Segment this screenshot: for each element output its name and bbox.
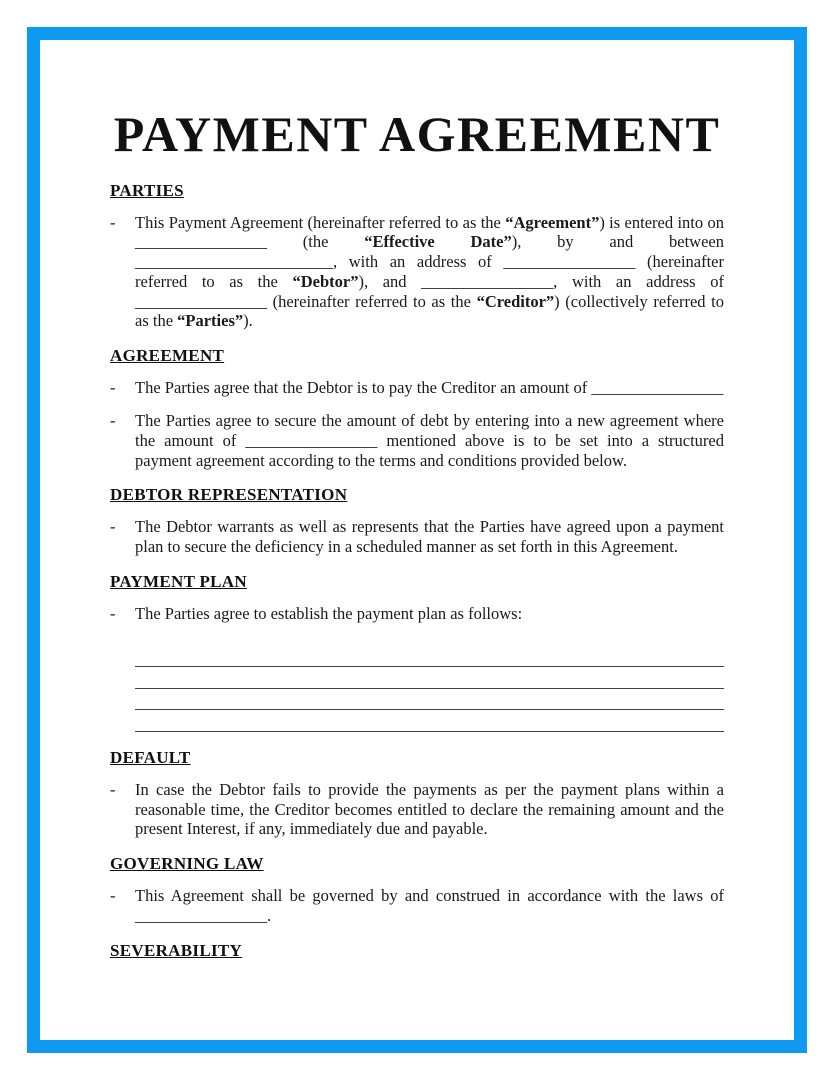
list-item xyxy=(110,517,724,557)
document-title: PAYMENT AGREEMENT xyxy=(113,106,721,162)
section-heading-severability: SEVERABILITY xyxy=(110,940,243,960)
bullet-dash: - xyxy=(110,779,116,799)
list-item xyxy=(110,411,724,470)
list-item xyxy=(110,378,724,398)
list-item xyxy=(110,604,724,624)
blank-write-line xyxy=(135,689,724,711)
section-default xyxy=(110,748,724,839)
document-page xyxy=(27,27,807,1053)
list-item-text: In case the Debtor fails to provide the payments as per the payment plans within a reasonable time, the Creditor becomes entitled to declare the remaining amount and the present Interest, if any, immediately due and payable. xyxy=(135,779,724,839)
list-item-text: This Payment Agreement (hereinafter referred to as the “Agreement”) is entered into on ________________ (the “Effective Date”), by and between ________________________, with an address of ________________ (hereinafter referred to as the “Debtor”), and ________________, with an address of ________________ (hereinafter referred to as the “Creditor”) (collectively referred to as the “Parties”). xyxy=(135,212,724,331)
bullet-dash: - xyxy=(110,517,116,537)
section-payment-plan xyxy=(110,572,724,732)
bullet-dash: - xyxy=(110,212,116,232)
blank-write-line xyxy=(135,710,724,732)
bullet-dash: - xyxy=(110,378,116,398)
section-heading-governing-law: GOVERNING LAW xyxy=(110,854,264,874)
bullet-dash: - xyxy=(110,886,116,906)
section-heading-payment-plan: PAYMENT PLAN xyxy=(110,572,247,592)
list-item-text: The Parties agree to secure the amount of debt by entering into a new agreement where the amount of ________________ mentioned above is to be set into a structured payment agreement according to the terms and conditions provided below. xyxy=(135,411,724,470)
section-parties xyxy=(110,181,724,332)
document-content xyxy=(40,40,794,961)
section-heading-agreement: AGREEMENT xyxy=(110,346,225,366)
list-item xyxy=(110,213,724,332)
section-governing-law xyxy=(110,854,724,926)
list-item-text: The Parties agree that the Debtor is to pay the Creditor an amount of ________________ xyxy=(135,378,724,398)
section-debtor-representation xyxy=(110,485,724,557)
list-item-text: The Parties agree to establish the payment plan as follows: xyxy=(135,604,523,624)
section-agreement xyxy=(110,346,724,470)
section-heading-parties: PARTIES xyxy=(110,180,184,200)
blank-write-line xyxy=(135,646,724,668)
section-severability xyxy=(110,941,724,961)
list-item xyxy=(110,886,724,926)
section-heading-debtor-representation: DEBTOR REPRESENTATION xyxy=(110,485,348,505)
list-item xyxy=(110,780,724,839)
section-heading-default: DEFAULT xyxy=(110,747,191,767)
bullet-dash: - xyxy=(110,411,116,431)
blank-write-line xyxy=(135,667,724,689)
payment-plan-blank-lines xyxy=(135,646,724,732)
list-item-text: The Debtor warrants as well as represents that the Parties have agreed upon a payment plan to secure the deficiency in a scheduled manner as set forth in this Agreement. xyxy=(135,517,724,557)
bullet-dash: - xyxy=(110,604,116,624)
list-item-text: This Agreement shall be governed by and construed in accordance with the laws of ________________. xyxy=(135,886,724,926)
